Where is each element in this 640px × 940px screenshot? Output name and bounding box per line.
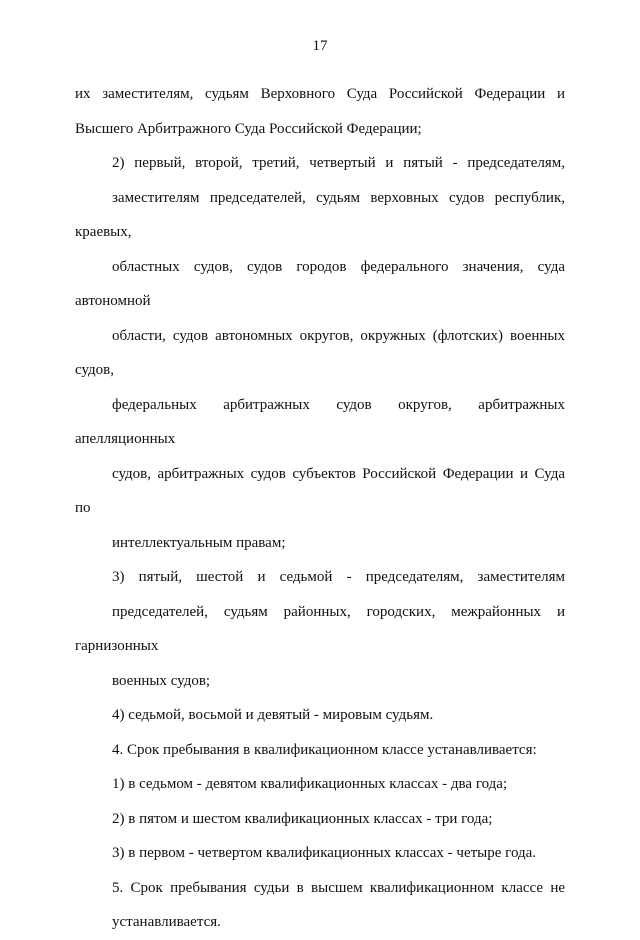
text-line: их заместителям, судьям Верховного Суда Российской Федерации и <box>75 86 565 102</box>
text-line: 2) в пятом и шестом квалификационных классах - три года; <box>112 810 493 827</box>
paragraph-section-4 <box>75 733 565 768</box>
text-line: 2) первый, второй, третий, четвертый и пятый - председателям, <box>112 155 565 171</box>
text-line: председателей, судьям районных, городских, межрайонных и гарнизонных <box>75 603 565 654</box>
text-line: устанавливается. <box>112 914 221 930</box>
paragraph-term-2 <box>75 802 565 837</box>
document-body <box>75 77 565 940</box>
text-line: областных судов, судов городов федерального значения, суда автономной <box>75 258 565 309</box>
paragraph-section-5 <box>75 871 565 940</box>
text-line: военных судов; <box>112 672 211 689</box>
text-line: 5. Срок пребывания судьи в высшем квалификационном классе не <box>112 879 565 896</box>
text-line: заместителям председателей, судьям верховных судов республик, краевых, <box>75 189 565 240</box>
text-line: судов, арбитражных судов субъектов Российской Федерации и Суда по <box>75 465 565 516</box>
text-line: области, судов автономных округов, окружных (флотских) военных судов, <box>75 327 565 378</box>
paragraph-item-2 <box>75 146 565 560</box>
text-line: 3) пятый, шестой и седьмой - председателям, заместителям <box>112 569 565 585</box>
text-line: интеллектуальным правам; <box>112 534 286 551</box>
page-number: 17 <box>312 38 328 54</box>
paragraph-term-3 <box>75 836 565 871</box>
text-line: федеральных арбитражных судов округов, арбитражных апелляционных <box>75 396 565 447</box>
paragraph-item-4 <box>75 698 565 733</box>
text-line: Высшего Арбитражного Суда Российской Федерации; <box>75 120 422 137</box>
text-line: 4) седьмой, восьмой и девятый - мировым судьям. <box>112 707 434 723</box>
text-line: 1) в седьмом - девятом квалификационных классах - два года; <box>112 776 508 792</box>
paragraph-term-1 <box>75 767 565 802</box>
text-line: 4. Срок пребывания в квалификационном классе устанавливается: <box>112 741 537 758</box>
text-line: 3) в первом - четвертом квалификационных классах - четыре года. <box>112 845 537 861</box>
paragraph-continuation <box>75 77 565 146</box>
paragraph-item-3 <box>75 560 565 698</box>
